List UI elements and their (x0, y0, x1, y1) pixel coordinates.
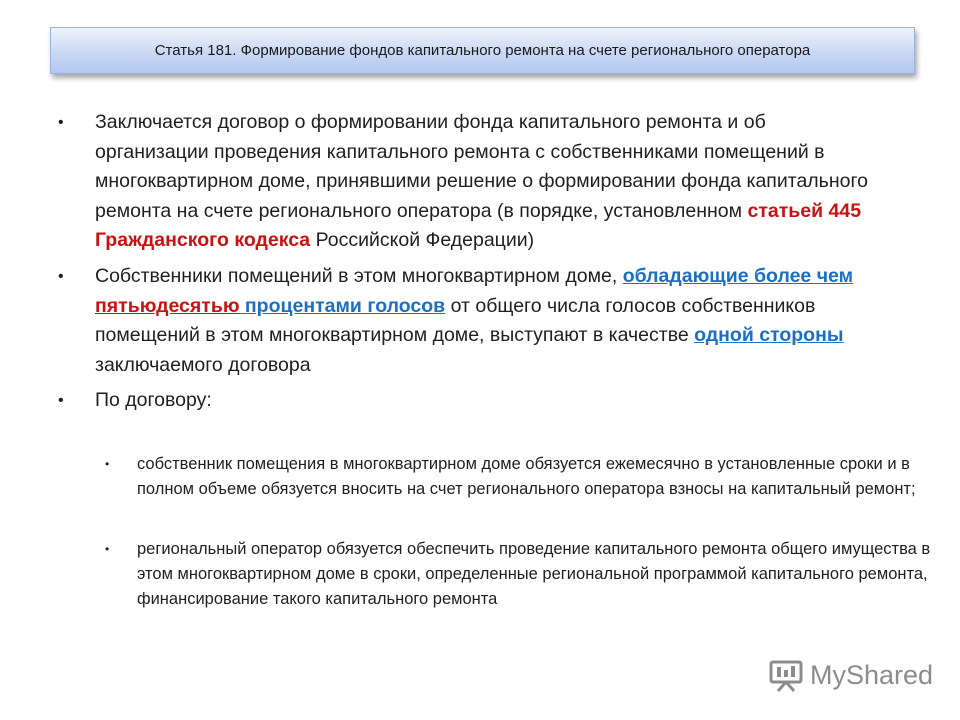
slide-title-box (50, 27, 915, 74)
subbullet-item-1 (105, 452, 932, 502)
subbullet-item-2 (105, 537, 932, 611)
subbullet-1-text: собственник помещения в многоквартирном доме обязуется ежемесячно в установленные сроки и в полном объеме обязуется вносить на счет регионального оператора взносы на капитальный ремонт; (137, 455, 916, 498)
subbullet-dot: • (105, 457, 110, 471)
bullet-1-red-ref: статьей 445 Гражданского кодекса (95, 199, 862, 252)
bullet-3-text: По договору: (95, 389, 212, 412)
bullet-2-link-red[interactable]: пятьюдесятью (95, 294, 240, 317)
watermark-text: MyShared (810, 659, 934, 690)
subbullet-dot: • (105, 542, 110, 556)
bullet-dot: • (58, 392, 64, 410)
bullet-item-3 (58, 386, 878, 416)
presentation-board-icon (768, 657, 804, 693)
bullet-item-1 (58, 108, 878, 256)
subbullet-2-text: региональный оператор обязуется обеспечить проведение капитального ремонта общего имущества в этом многоквартирном доме в сроки, определенные региональной программой капитального ремонта, финансирование такого капитального ремонта (137, 540, 931, 608)
watermark-logo (768, 655, 933, 695)
bullet-2-link-2[interactable]: процентами голосов (239, 294, 446, 317)
bullet-2-link-1[interactable]: обладающие более чем (622, 264, 854, 287)
bullet-2-text-b: от общего числа голосов собственников помещений в этом многоквартирном доме, выступают в качестве (95, 294, 816, 347)
bullet-1-text-b: Российской Федерации) (310, 229, 535, 252)
slide-content (58, 108, 878, 422)
bullet-2-text-c: заключаемого договора (95, 353, 311, 376)
slide-title: Статья 181. Формирование фондов капитального ремонта на счете регионального оператора (154, 42, 811, 59)
bullet-2-text-a: Собственники помещений в этом многоквартирном доме, (95, 264, 623, 287)
bullet-dot: • (58, 114, 64, 131)
bullet-dot: • (58, 267, 64, 285)
bullet-1-text-a: Заключается договор о формировании фонда капитального ремонта и об организации проведения капитального ремонта с собственниками помещений в многоквартирном доме, принявшими решение о формировании фонда капитального ремонта на счете регионального оператора (в порядке, установленном (95, 111, 868, 222)
bullet-2-link-3[interactable]: одной стороны (694, 324, 844, 347)
bullet-item-2 (58, 262, 878, 380)
